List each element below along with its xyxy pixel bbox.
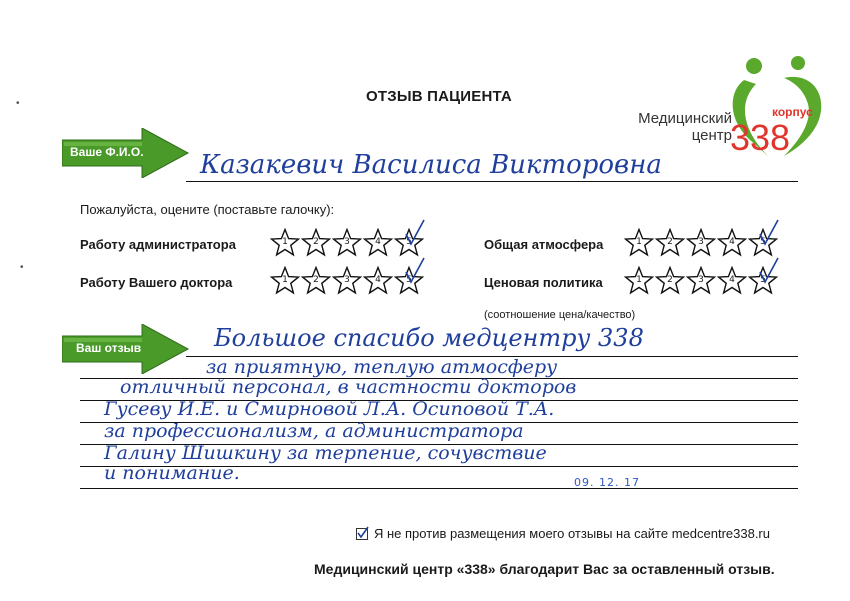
review-text-line: отличный персонал, в частности докторов: [120, 376, 577, 398]
selected-tick-icon: [754, 218, 784, 248]
check-icon: [356, 526, 370, 540]
rating-stars-atmosphere[interactable]: [624, 228, 778, 258]
rating-star-1[interactable]: [624, 266, 654, 296]
star-number: 4: [375, 237, 381, 247]
review-text-line: за приятную, теплую атмосферу: [206, 356, 558, 378]
logo-line-1: Медицинский: [638, 110, 732, 127]
review-text-line: и понимание.: [104, 462, 240, 484]
star-number: 5: [406, 237, 412, 247]
review-line-rule: [80, 488, 798, 489]
review-text-line: Большое спасибо медцентру 338: [214, 324, 644, 352]
rating-star-3[interactable]: [332, 266, 362, 296]
price-note: (соотношение цена/качество): [484, 309, 636, 321]
selected-tick-icon: [400, 256, 430, 286]
star-number: 1: [282, 275, 288, 285]
consent-checkbox[interactable]: [356, 528, 368, 540]
consent-text: Я не против размещения моего отзывы на сайте medcentre338.ru: [374, 526, 770, 541]
rating-star-3[interactable]: [686, 228, 716, 258]
rating-star-4[interactable]: [717, 266, 747, 296]
rating-stars-admin[interactable]: [270, 228, 424, 258]
scan-speck: •: [20, 262, 24, 273]
star-number: 2: [667, 237, 673, 247]
logo-caption: [612, 110, 732, 144]
star-number: 5: [406, 275, 412, 285]
rating-label-admin: Работу администратора: [80, 237, 236, 252]
review-text-line: Галину Шишкину за терпение, сочувствие: [104, 442, 547, 464]
star-number: 3: [344, 237, 350, 247]
scan-speck: •: [16, 98, 20, 109]
rating-star-5[interactable]: [394, 266, 424, 296]
rating-star-4[interactable]: [363, 228, 393, 258]
thanks-text: Медицинский центр «338» благодарит Вас за оставленный отзыв.: [314, 561, 775, 577]
rating-label-price: Ценовая политика: [484, 275, 603, 290]
star-number: 3: [698, 275, 704, 285]
star-number: 1: [636, 275, 642, 285]
rating-prompt: Пожалуйста, оцените (поставьте галочку):: [80, 202, 335, 217]
star-number: 5: [760, 237, 766, 247]
rating-label-atmosphere: Общая атмосфера: [484, 237, 604, 252]
rating-star-5[interactable]: [394, 228, 424, 258]
patient-name: Казакевич Василиса Викторовна: [200, 150, 662, 180]
review-text-line: Гусеву И.Е. и Смирновой Л.А. Осиповой Т.А.: [104, 398, 555, 420]
star-number: 2: [667, 275, 673, 285]
rating-star-4[interactable]: [363, 266, 393, 296]
rating-star-3[interactable]: [332, 228, 362, 258]
rating-star-2[interactable]: [655, 266, 685, 296]
rating-stars-price[interactable]: [624, 266, 778, 296]
star-number: 1: [282, 237, 288, 247]
star-number: 3: [698, 237, 704, 247]
rating-star-2[interactable]: [301, 266, 331, 296]
rating-star-1[interactable]: [624, 228, 654, 258]
rating-star-3[interactable]: [686, 266, 716, 296]
rating-label-doctor: Работу Вашего доктора: [80, 275, 233, 290]
review-arrow-label: Ваш отзыв: [76, 341, 142, 355]
review-arrow: [62, 324, 192, 379]
selected-tick-icon: [400, 218, 430, 248]
star-number: 1: [636, 237, 642, 247]
name-line: [186, 181, 798, 182]
star-number: 5: [760, 275, 766, 285]
form-title: ОТЗЫВ ПАЦИЕНТА: [366, 88, 512, 105]
star-number: 4: [729, 237, 735, 247]
rating-star-1[interactable]: [270, 228, 300, 258]
star-number: 2: [313, 275, 319, 285]
rating-star-2[interactable]: [655, 228, 685, 258]
logo-line-2: центр: [691, 127, 732, 144]
logo-number: 338: [730, 117, 791, 158]
rating-star-1[interactable]: [270, 266, 300, 296]
rating-star-4[interactable]: [717, 228, 747, 258]
review-text-line: за профессионализм, а администратора: [104, 420, 524, 442]
star-number: 2: [313, 237, 319, 247]
rating-star-2[interactable]: [301, 228, 331, 258]
logo-figure-head-left: [746, 58, 762, 74]
star-number: 3: [344, 275, 350, 285]
rating-star-5[interactable]: [748, 266, 778, 296]
star-number: 4: [375, 275, 381, 285]
name-arrow-label: Ваше Ф.И.О.: [70, 145, 144, 159]
logo-icon: [722, 52, 832, 162]
name-arrow: [62, 128, 192, 183]
rating-star-5[interactable]: [748, 228, 778, 258]
star-number: 4: [729, 275, 735, 285]
rating-stars-doctor[interactable]: [270, 266, 424, 296]
logo-korpus: корпус: [772, 105, 813, 119]
logo-figure-head-right: [791, 56, 805, 70]
consent-row: [356, 526, 770, 541]
review-date: 09. 12. 17: [574, 476, 640, 489]
selected-tick-icon: [754, 256, 784, 286]
